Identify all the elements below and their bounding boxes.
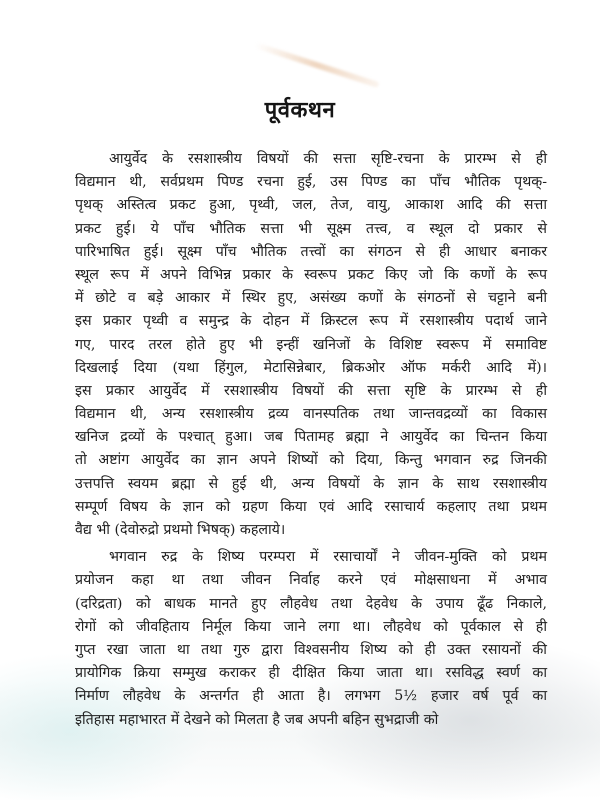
text-line: इतिहास महाभारत में देखने को मिलता है जब अपनी बहिन सुभद्राजी को xyxy=(75,711,439,728)
body-text xyxy=(75,148,547,732)
text-line: भगवान रुद्र के शिष्य परम्परा में रसाचार्यों ने जीवन-मुक्ति को प्रथम xyxy=(109,549,547,566)
text-line: (दरिद्रता) को बाधक मानते हुए लौहवेध तथा देहवेध के उपाय ढूँढ निकाले, xyxy=(75,595,547,612)
text-line: निर्माण लौहवेध के अन्तर्गत ही आता है। लगभग 5½ हजार वर्ष पूर्व का xyxy=(75,688,547,705)
text-line: सम्पूर्ण विषय के ज्ञान को ग्रहण किया एवं आदि रसाचार्य कहलाए तथा प्रथम xyxy=(75,498,547,515)
page-title: पूर्वकथन xyxy=(264,97,336,123)
paper-stain xyxy=(254,42,379,88)
text-line: खनिज द्रव्यों के पश्चात् हुआ। जब पितामह ब्रह्मा ने आयुर्वेद का चिन्तन किया xyxy=(75,429,547,446)
text-line: उत्तपत्ति स्वयम ब्रह्मा से हुई थी, अन्य विषयों के ज्ञान के साथ रसशास्त्रीय xyxy=(75,475,547,492)
text-line: प्रकट हुई। ये पाँच भौतिक सत्ता भी सूक्ष्म तत्त्व, व स्थूल दो प्रकार से xyxy=(75,220,547,237)
text-line: वैद्य भी (देवोरुद्रो प्रथमो भिषक्) कहलाये। xyxy=(75,522,286,538)
text-line: विद्यमान थी, अन्य रसशास्त्रीय द्रव्य वानस्पतिक तथा जान्तवद्रव्यों का विकास xyxy=(75,406,547,423)
text-line: पारिभाषित हुई। सूक्ष्म पाँच भौतिक तत्त्वों का संगठन से ही आधार बनाकर xyxy=(75,243,547,260)
text-line: प्रयोजन कहा था तथा जीवन निर्वाह करने एवं मोक्षसाधना में अभाव xyxy=(75,572,547,589)
text-line: दिखलाई दिया (यथा हिंगुल, मेटासिन्नेबार, ब्रिकओर ऑफ मर्करी आदि में)। xyxy=(75,359,547,376)
text-line: इस प्रकार पृथ्वी व समुन्द्र के दोहन में क्रिस्टल रूप में रसशास्त्रीय पदार्थ जाने xyxy=(75,313,547,330)
text-line: प्रायोगिक क्रिया सम्मुख कराकर ही दीक्षित किया जाता था। रसविद्ध स्वर्ण का xyxy=(75,665,547,682)
text-line: विद्यमान थी, सर्वप्रथम पिण्ड रचना हुई, उस पिण्ड का पाँच भौतिक पृथक्- xyxy=(75,174,547,191)
text-line: गुप्त रखा जाता था तथा गुरु द्वारा विश्वसनीय शिष्य को ही उक्त रसायनों की xyxy=(75,641,547,658)
text-line: इस प्रकार आयुर्वेद में रसशास्त्रीय विषयों की सत्ता सृष्टि के प्रारम्भ से ही xyxy=(75,382,547,399)
text-line: रोगों को जीवहिताय निर्मूल किया जाने लगा था। लौहवेध को पूर्वकाल से ही xyxy=(75,618,547,635)
text-line: स्थूल रूप में अपने विभिन्न प्रकार के स्वरूप प्रकट किए जो कि कणों के रूप xyxy=(75,266,547,283)
text-line: तो अष्टांग आयुर्वेद का ज्ञान अपने शिष्यों को दिया, किन्तु भगवान रुद्र जिनकी xyxy=(75,452,547,469)
paragraph-1 xyxy=(75,148,547,542)
text-line: में छोटे व बड़े आकार में स्थिर हुए, असंख्य कणों के संगठनों से चट्टाने बनी xyxy=(75,290,547,307)
paragraph-2 xyxy=(75,546,547,732)
text-line: पृथक् अस्तित्व प्रकट हुआ, पृथ्वी, जल, तेज, वायु, आकाश आदि की सत्ता xyxy=(75,197,547,214)
text-line: आयुर्वेद के रसशास्त्रीय विषयों की सत्ता सृष्टि-रचना के प्रारम्भ से ही xyxy=(109,151,547,167)
text-line: गए, पारद तरल होते हुए भी इन्हीं खनिजों के विशिष्ट स्वरूप में समाविष्ट xyxy=(75,336,547,353)
